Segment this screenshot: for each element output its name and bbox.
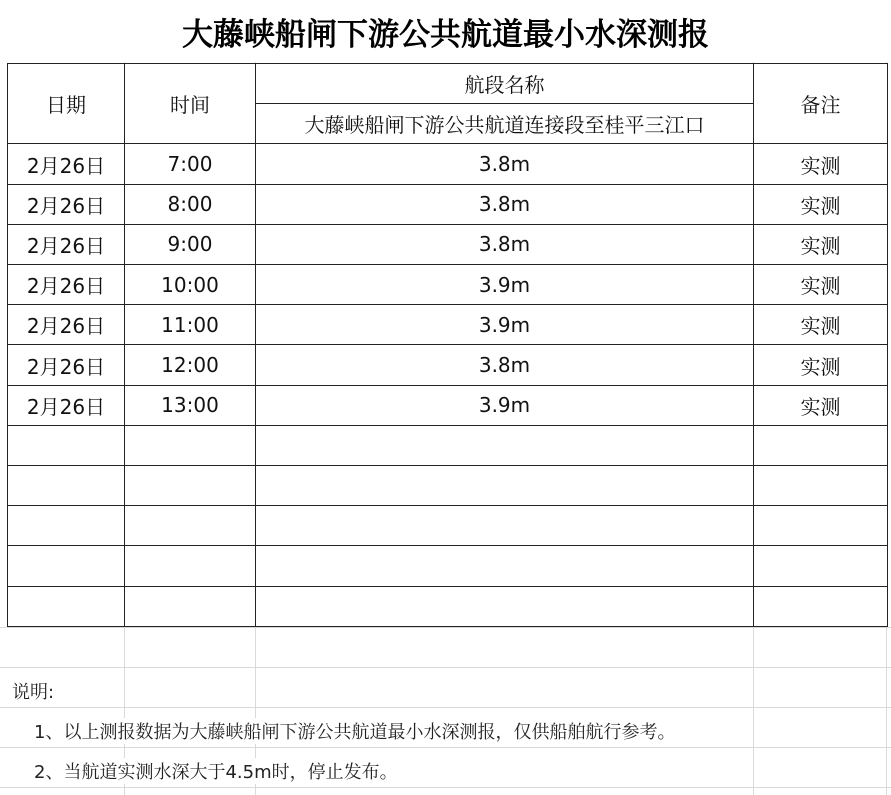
table-row xyxy=(8,385,888,425)
cell-time[interactable] xyxy=(125,425,256,465)
cell-date[interactable] xyxy=(8,586,125,626)
cell-remark[interactable]: 实测 xyxy=(754,265,888,305)
cell-remark[interactable]: 实测 xyxy=(754,224,888,264)
cell-time[interactable]: 10:00 xyxy=(125,265,256,305)
table-row xyxy=(8,546,888,586)
cell-time[interactable] xyxy=(125,586,256,626)
cell-time[interactable] xyxy=(125,466,256,506)
cell-date[interactable] xyxy=(8,425,125,465)
cell-date[interactable]: 2月26日 xyxy=(8,385,125,425)
depth-report-table xyxy=(7,63,888,627)
cell-depth[interactable]: 3.9m xyxy=(256,265,754,305)
cell-time[interactable]: 8:00 xyxy=(125,184,256,224)
note-item-1: 1、以上测报数据为大藤峡船闸下游公共航道最小水深测报，仅供船舶航行参考。 xyxy=(34,718,675,744)
cell-date[interactable]: 2月26日 xyxy=(8,305,125,345)
header-segment-name[interactable]: 大藤峡船闸下游公共航道连接段至桂平三江口 xyxy=(256,104,754,144)
cell-date[interactable] xyxy=(8,506,125,546)
cell-time[interactable] xyxy=(125,546,256,586)
cell-depth[interactable] xyxy=(256,425,754,465)
cell-date[interactable]: 2月26日 xyxy=(8,224,125,264)
cell-remark[interactable] xyxy=(754,586,888,626)
cell-depth[interactable] xyxy=(256,466,754,506)
cell-remark[interactable] xyxy=(754,546,888,586)
cell-date[interactable] xyxy=(8,466,125,506)
cell-time[interactable]: 12:00 xyxy=(125,345,256,385)
note-item-2: 2、当航道实测水深大于4.5m时，停止发布。 xyxy=(34,758,398,784)
cell-time[interactable]: 11:00 xyxy=(125,305,256,345)
cell-remark[interactable]: 实测 xyxy=(754,385,888,425)
cell-date[interactable]: 2月26日 xyxy=(8,144,125,184)
table-row xyxy=(8,345,888,385)
table-row xyxy=(8,466,888,506)
cell-depth[interactable] xyxy=(256,546,754,586)
header-segment-group[interactable]: 航段名称 xyxy=(256,64,754,104)
notes-heading: 说明: xyxy=(12,678,54,704)
header-time[interactable]: 时间 xyxy=(125,64,256,144)
header-date[interactable]: 日期 xyxy=(8,64,125,144)
cell-time[interactable]: 13:00 xyxy=(125,385,256,425)
table-row xyxy=(8,586,888,626)
cell-depth[interactable]: 3.8m xyxy=(256,184,754,224)
cell-time[interactable]: 9:00 xyxy=(125,224,256,264)
table-row xyxy=(8,144,888,184)
cell-depth[interactable] xyxy=(256,586,754,626)
cell-remark[interactable]: 实测 xyxy=(754,184,888,224)
cell-time[interactable] xyxy=(125,506,256,546)
cell-date[interactable]: 2月26日 xyxy=(8,265,125,305)
cell-remark[interactable] xyxy=(754,425,888,465)
header-remark[interactable]: 备注 xyxy=(754,64,888,144)
report-title: 大藤峡船闸下游公共航道最小水深测报 xyxy=(0,0,891,62)
table-row xyxy=(8,224,888,264)
cell-remark[interactable] xyxy=(754,466,888,506)
cell-depth[interactable]: 3.8m xyxy=(256,345,754,385)
cell-date[interactable]: 2月26日 xyxy=(8,345,125,385)
cell-remark[interactable]: 实测 xyxy=(754,305,888,345)
cell-depth[interactable] xyxy=(256,506,754,546)
table-row xyxy=(8,425,888,465)
cell-date[interactable]: 2月26日 xyxy=(8,184,125,224)
cell-remark[interactable]: 实测 xyxy=(754,345,888,385)
cell-depth[interactable]: 3.8m xyxy=(256,144,754,184)
table-row xyxy=(8,184,888,224)
cell-depth[interactable]: 3.9m xyxy=(256,385,754,425)
cell-depth[interactable]: 3.8m xyxy=(256,224,754,264)
table-row xyxy=(8,265,888,305)
cell-remark[interactable]: 实测 xyxy=(754,144,888,184)
table-row xyxy=(8,506,888,546)
cell-depth[interactable]: 3.9m xyxy=(256,305,754,345)
cell-time[interactable]: 7:00 xyxy=(125,144,256,184)
table-row xyxy=(8,305,888,345)
cell-remark[interactable] xyxy=(754,506,888,546)
cell-date[interactable] xyxy=(8,546,125,586)
